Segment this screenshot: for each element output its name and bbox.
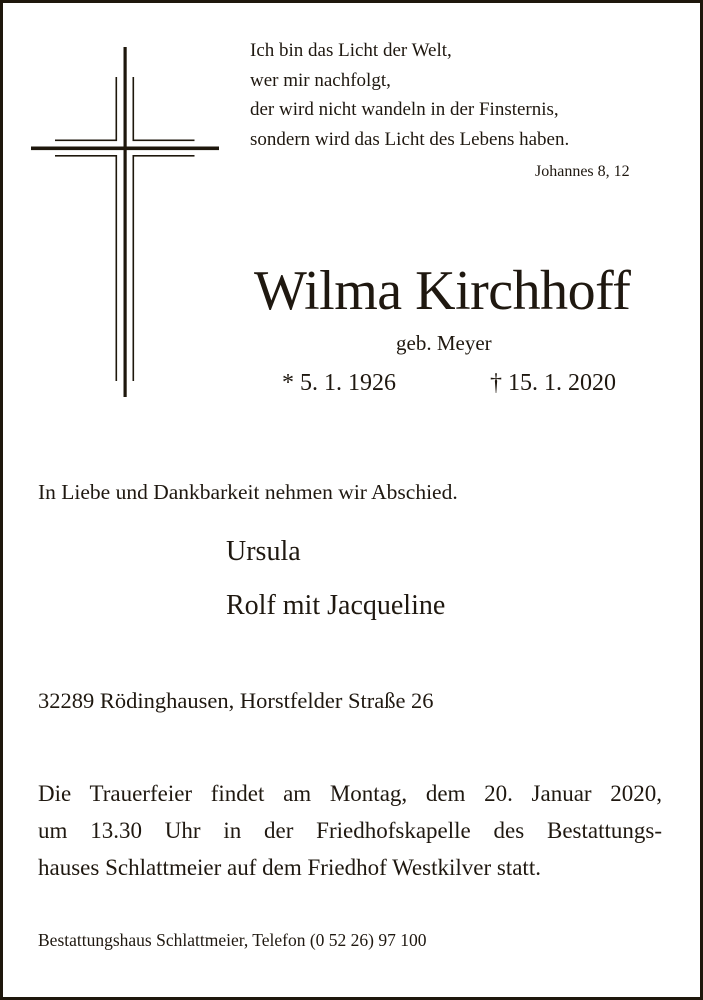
mourner-name: Rolf mit Jacqueline (226, 590, 446, 621)
service-info (38, 775, 662, 886)
family-address: 32289 Rödinghausen, Horstfelder Straße 26 (38, 688, 434, 713)
deceased-name: Wilma Kirchhoff (254, 260, 631, 322)
mourner-name: Ursula (226, 536, 301, 567)
service-line: hauses Schlattmeier auf dem Friedhof Westkilver statt. (38, 855, 541, 880)
service-line: Die Trauerfeier findet am Montag, dem 20. Januar 2020, (38, 781, 662, 806)
verse-line: sondern wird das Licht des Lebens haben. (250, 128, 570, 150)
verse-line: der wird nicht wandeln in der Finsternis, (250, 99, 559, 120)
cross-icon (0, 0, 260, 420)
bible-verse (250, 36, 569, 154)
maiden-name: geb. Meyer (396, 331, 492, 355)
farewell-text: In Liebe und Dankbarkeit nehmen wir Abschied. (38, 480, 458, 504)
birth-date: * 5. 1. 1926 (282, 370, 396, 396)
death-date: † 15. 1. 2020 (490, 370, 616, 396)
verse-line: wer mir nachfolgt, (250, 69, 391, 91)
funeral-home-contact: Bestattungshaus Schlattmeier, Telefon (0 52 26) 97 100 (38, 930, 427, 950)
verse-line: Ich bin das Licht der Welt, (250, 40, 452, 61)
verse-reference: Johannes 8, 12 (535, 163, 630, 180)
service-line: um 13.30 Uhr in der Friedhofskapelle des Bestattungs- (38, 818, 662, 843)
